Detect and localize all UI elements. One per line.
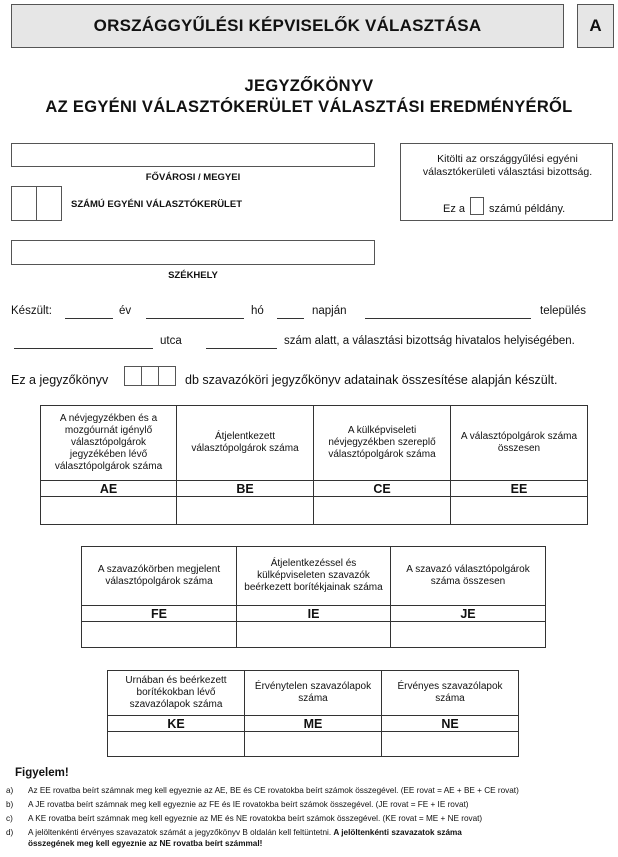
turnout-header-fe: A szavazókörben megjelent választópolgárok száma (82, 547, 237, 606)
notes-list (6, 785, 612, 855)
value-ne-input[interactable] (382, 732, 519, 757)
code-ke: KE (108, 716, 245, 732)
code-ce: CE (314, 481, 451, 497)
settlement-input[interactable] (365, 318, 531, 319)
copy-prefix: Ez a (443, 203, 466, 215)
voters-table (40, 405, 588, 525)
count-digit-1[interactable] (124, 366, 142, 386)
settlement-label: település (540, 305, 587, 317)
ballots-table (107, 670, 519, 757)
summary-prefix: Ez a jegyzőkönyv (11, 373, 109, 387)
district-number-digit-1[interactable] (11, 186, 37, 221)
code-be: BE (177, 481, 314, 497)
day-input[interactable] (277, 318, 304, 319)
note-d: d) A jelöltenkénti érvényes szavazatok számát a jegyzőkönyv B oldalán kell feltüntetni. A jelöltenkénti szavazatok száma (6, 828, 462, 837)
voters-header-ae: A névjegyzékben és a mozgóurnát igénylő választópolgárok jegyzékében lévő választópolgárok száma (41, 406, 177, 481)
voters-header-ce: A külképviseleti névjegyzékben szereplő választópolgárok száma (314, 406, 451, 481)
district-number-label: SZÁMÚ EGYÉNI VÁLASZTÓKERÜLET (71, 199, 243, 210)
seat-input[interactable] (11, 240, 375, 265)
made-prefix: Készült: (11, 305, 52, 317)
value-je-input[interactable] (391, 622, 546, 648)
count-digit-2[interactable] (141, 366, 159, 386)
note-b: b) A JE rovatba beírt számnak meg kell egyeznie az FE és IE rovatokba beírt számok összegével. (JE rovat = FE + IE rovat) (6, 800, 469, 809)
house-number-input[interactable] (206, 348, 277, 349)
form-header-title: ORSZÁGGYŰLÉSI KÉPVISELŐK VÁLASZTÁSA (11, 4, 564, 48)
code-ae: AE (41, 481, 177, 497)
ballots-header-ke: Urnában és beérkezett borítékokban lévő szavazólapok száma (108, 671, 245, 716)
district-number-digit-2[interactable] (36, 186, 62, 221)
note-a: a) Az EE rovatba beírt számnak meg kell egyeznie az AE, BE és CE rovatokba beírt számok összegével. (EE rovat = AE + BE + CE rovat) (6, 786, 519, 795)
ballots-header-me: Érvénytelen szavazólapok száma (245, 671, 382, 716)
county-input[interactable] (11, 143, 375, 167)
ballots-header-ne: Érvényes szavazólapok száma (382, 671, 519, 716)
street-label: utca (160, 335, 182, 347)
address-suffix: szám alatt, a választási bizottság hivatalos helyiségében. (284, 335, 575, 347)
turnout-header-je: A szavazó választópolgárok száma összesen (391, 547, 546, 606)
count-digit-3[interactable] (158, 366, 176, 386)
code-ie: IE (237, 606, 391, 622)
seat-label: SZÉKHELY (168, 270, 218, 281)
value-me-input[interactable] (245, 732, 382, 757)
turnout-header-ie: Átjelentkezéssel és külképviseleten szavazók beérkezett borítékjainak száma (237, 547, 391, 606)
code-ne: NE (382, 716, 519, 732)
doc-title-line2: AZ EGYÉNI VÁLASZTÓKERÜLET VÁLASZTÁSI EREDMÉNYÉRŐL (45, 98, 573, 116)
note-d-continued: összegének meg kell egyeznie az NE rovatba beírt számmal! (28, 839, 263, 848)
value-ke-input[interactable] (108, 732, 245, 757)
value-fe-input[interactable] (82, 622, 237, 648)
code-me: ME (245, 716, 382, 732)
value-ae-input[interactable] (41, 497, 177, 525)
committee-note-line1: Kitölti az országgyűlési egyéni (437, 153, 578, 165)
value-ie-input[interactable] (237, 622, 391, 648)
code-ee: EE (451, 481, 588, 497)
copy-suffix: számú példány. (489, 203, 566, 215)
code-je: JE (391, 606, 546, 622)
committee-note-line2: választókerületi választási bizottság. (422, 166, 593, 178)
year-label: év (119, 305, 132, 317)
turnout-table (81, 546, 546, 648)
county-label: FŐVÁROSI / MEGYEI (145, 172, 241, 183)
copy-number-input[interactable] (470, 197, 484, 215)
note-c: c) A KE rovatba beírt számnak meg kell egyeznie az ME és NE rovatokba beírt számok összegével. (KE rovat = ME + NE rovat) (6, 814, 483, 823)
month-label: hó (251, 305, 264, 317)
committee-note-box (400, 143, 613, 221)
month-input[interactable] (146, 318, 244, 319)
summary-suffix: db szavazóköri jegyzőkönyv adatainak összesítése alapján készült. (185, 373, 558, 387)
value-ee-input[interactable] (451, 497, 588, 525)
value-ce-input[interactable] (314, 497, 451, 525)
year-input[interactable] (65, 318, 113, 319)
doc-title-line1: JEGYZŐKÖNYV (244, 77, 374, 95)
voters-header-be: Átjelentkezett választópolgárok száma (177, 406, 314, 481)
code-fe: FE (82, 606, 237, 622)
day-label: napján (312, 305, 347, 317)
value-be-input[interactable] (177, 497, 314, 525)
street-input[interactable] (14, 348, 153, 349)
notes-title: Figyelem! (15, 767, 69, 779)
voters-header-ee: A választópolgárok száma összesen (451, 406, 588, 481)
form-letter-badge: A (577, 4, 614, 48)
